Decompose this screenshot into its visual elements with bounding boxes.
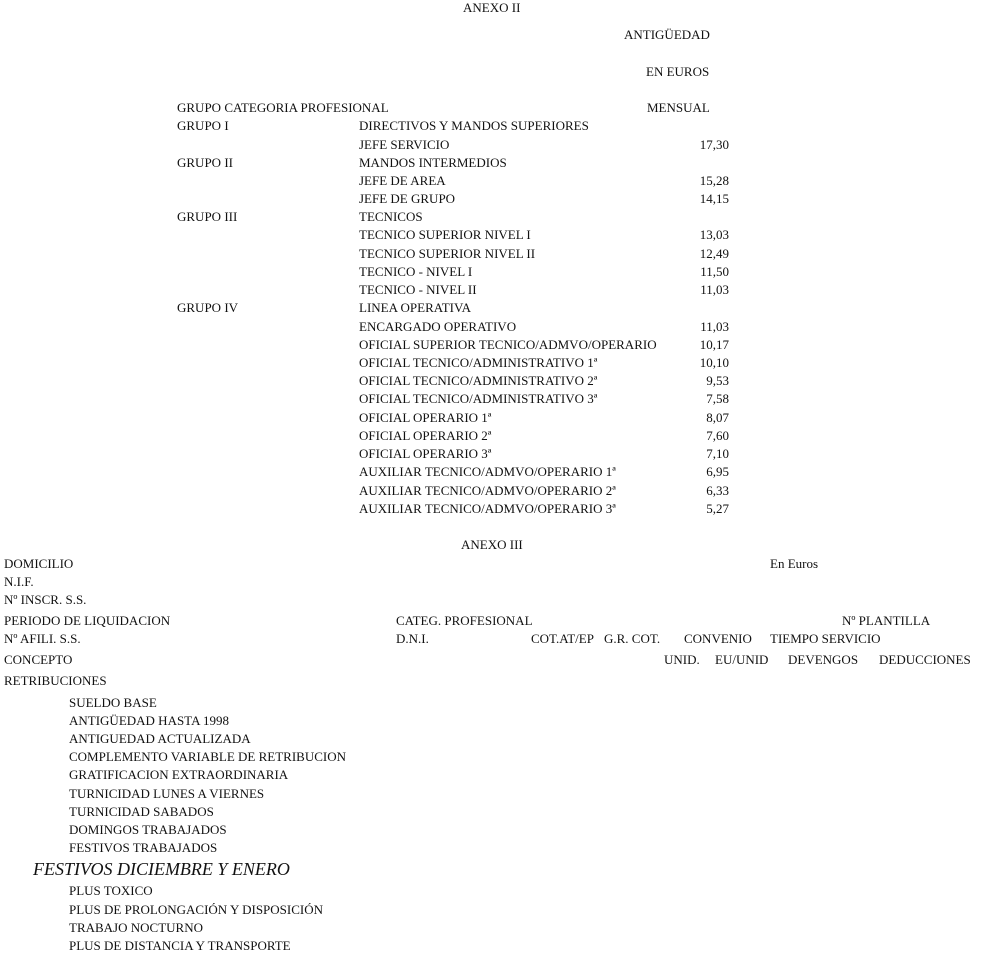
concept-item: GRATIFICACION EXTRAORDINARIA <box>69 767 289 782</box>
group-title: TECNICOS <box>359 209 423 224</box>
concept-item: TURNICIDAD SABADOS <box>69 804 214 819</box>
category-value: 7,58 <box>706 391 729 406</box>
anexo-iii-title: ANEXO III <box>461 537 523 552</box>
category-name: OFICIAL OPERARIO 2ª <box>359 428 492 443</box>
category-value: 12,49 <box>699 246 729 261</box>
category-name: AUXILIAR TECNICO/ADMVO/OPERARIO 1ª <box>359 464 616 479</box>
category-name: OFICIAL TECNICO/ADMINISTRATIVO 1ª <box>359 355 598 370</box>
concept-item-highlight: FESTIVOS DICIEMBRE Y ENERO <box>33 859 290 879</box>
categ-profesional-label: CATEG. PROFESIONAL <box>396 613 533 628</box>
category-name: OFICIAL TECNICO/ADMINISTRATIVO 2ª <box>359 373 598 388</box>
category-name: JEFE DE AREA <box>359 173 446 188</box>
category-value: 6,95 <box>706 464 729 479</box>
periodo-liquidacion-label: PERIODO DE LIQUIDACION <box>4 613 171 628</box>
unid-header: UNID. <box>664 652 700 667</box>
category-name: TECNICO SUPERIOR NIVEL II <box>359 246 536 261</box>
category-value: 13,03 <box>699 227 729 242</box>
group-label: GRUPO I <box>177 118 229 133</box>
concept-item: SUELDO BASE <box>69 695 157 710</box>
plantilla-label: Nº PLANTILLA <box>842 613 931 628</box>
cot-at-ep-label: COT.AT/EP <box>531 631 594 646</box>
group-label: GRUPO II <box>177 155 233 170</box>
concept-item: PLUS DE DISTANCIA Y TRANSPORTE <box>69 938 291 953</box>
group-title: LINEA OPERATIVA <box>359 300 472 315</box>
concept-item: PLUS DE PROLONGACIÓN Y DISPOSICIÓN <box>69 902 324 917</box>
tiempo-servicio-label: TIEMPO SERVICIO <box>770 631 881 646</box>
group-title: MANDOS INTERMEDIOS <box>359 155 507 170</box>
grupo-categoria-header: GRUPO CATEGORIA PROFESIONAL <box>177 100 389 115</box>
concept-item: PLUS TOXICO <box>69 883 153 898</box>
category-name: JEFE DE GRUPO <box>359 191 456 206</box>
category-name: AUXILIAR TECNICO/ADMVO/OPERARIO 2ª <box>359 483 616 498</box>
group-label: GRUPO III <box>177 209 238 224</box>
category-value: 11,03 <box>700 282 729 297</box>
category-value: 5,27 <box>706 501 729 516</box>
concept-item: TURNICIDAD LUNES A VIERNES <box>69 786 265 801</box>
concept-item: FESTIVOS TRABAJADOS <box>69 840 218 855</box>
eu-unid-header: EU/UNID <box>715 652 769 667</box>
gr-cot-label: G.R. COT. <box>604 631 661 646</box>
retribuciones-label: RETRIBUCIONES <box>4 673 107 688</box>
category-value: 10,17 <box>699 337 729 352</box>
convenio-label: CONVENIO <box>684 631 752 646</box>
concept-item: COMPLEMENTO VARIABLE DE RETRIBUCION <box>69 749 346 764</box>
category-value: 6,33 <box>706 483 729 498</box>
inscr-ss-label: Nº INSCR. S.S. <box>4 592 87 607</box>
category-value: 10,10 <box>699 355 729 370</box>
category-name: OFICIAL TECNICO/ADMINISTRATIVO 3ª <box>359 391 598 406</box>
category-value: 17,30 <box>699 137 729 152</box>
category-value: 15,28 <box>699 173 729 188</box>
category-name: TECNICO - NIVEL I <box>359 264 473 279</box>
category-name: TECNICO SUPERIOR NIVEL I <box>359 227 531 242</box>
category-value: 11,03 <box>700 319 729 334</box>
en-euros-header: EN EUROS <box>646 64 710 79</box>
category-value: 8,07 <box>706 410 729 425</box>
anexo-ii-title: ANEXO II <box>463 0 521 15</box>
en-euros-label: En Euros <box>770 556 819 571</box>
category-value: 14,15 <box>699 191 729 206</box>
deducciones-header: DEDUCCIONES <box>879 652 971 667</box>
category-name: AUXILIAR TECNICO/ADMVO/OPERARIO 3ª <box>359 501 616 516</box>
group-label: GRUPO IV <box>177 300 239 315</box>
concept-item: ANTIGUEDAD ACTUALIZADA <box>69 731 251 746</box>
domicilio-label: DOMICILIO <box>4 556 74 571</box>
dni-label: D.N.I. <box>396 631 429 646</box>
concept-item: TRABAJO NOCTURNO <box>69 920 203 935</box>
category-value: 11,50 <box>700 264 729 279</box>
category-value: 7,60 <box>706 428 729 443</box>
category-name: ENCARGADO OPERATIVO <box>359 319 517 334</box>
concept-item: DOMINGOS TRABAJADOS <box>69 822 227 837</box>
nif-label: N.I.F. <box>4 574 34 589</box>
concept-item: ANTIGÜEDAD HASTA 1998 <box>69 713 230 728</box>
category-name: JEFE SERVICIO <box>359 137 450 152</box>
category-value: 9,53 <box>706 373 729 388</box>
mensual-header: MENSUAL <box>647 100 710 115</box>
category-name: OFICIAL OPERARIO 1ª <box>359 410 492 425</box>
afili-ss-label: Nº AFILI. S.S. <box>4 631 81 646</box>
devengos-header: DEVENGOS <box>788 652 859 667</box>
group-title: DIRECTIVOS Y MANDOS SUPERIORES <box>359 118 589 133</box>
category-name: TECNICO - NIVEL II <box>359 282 477 297</box>
concepto-label: CONCEPTO <box>4 652 73 667</box>
category-name: OFICIAL OPERARIO 3ª <box>359 446 492 461</box>
category-name: OFICIAL SUPERIOR TECNICO/ADMVO/OPERARIO <box>359 337 657 352</box>
antiguedad-header: ANTIGÜEDAD <box>624 27 710 42</box>
category-value: 7,10 <box>706 446 729 461</box>
